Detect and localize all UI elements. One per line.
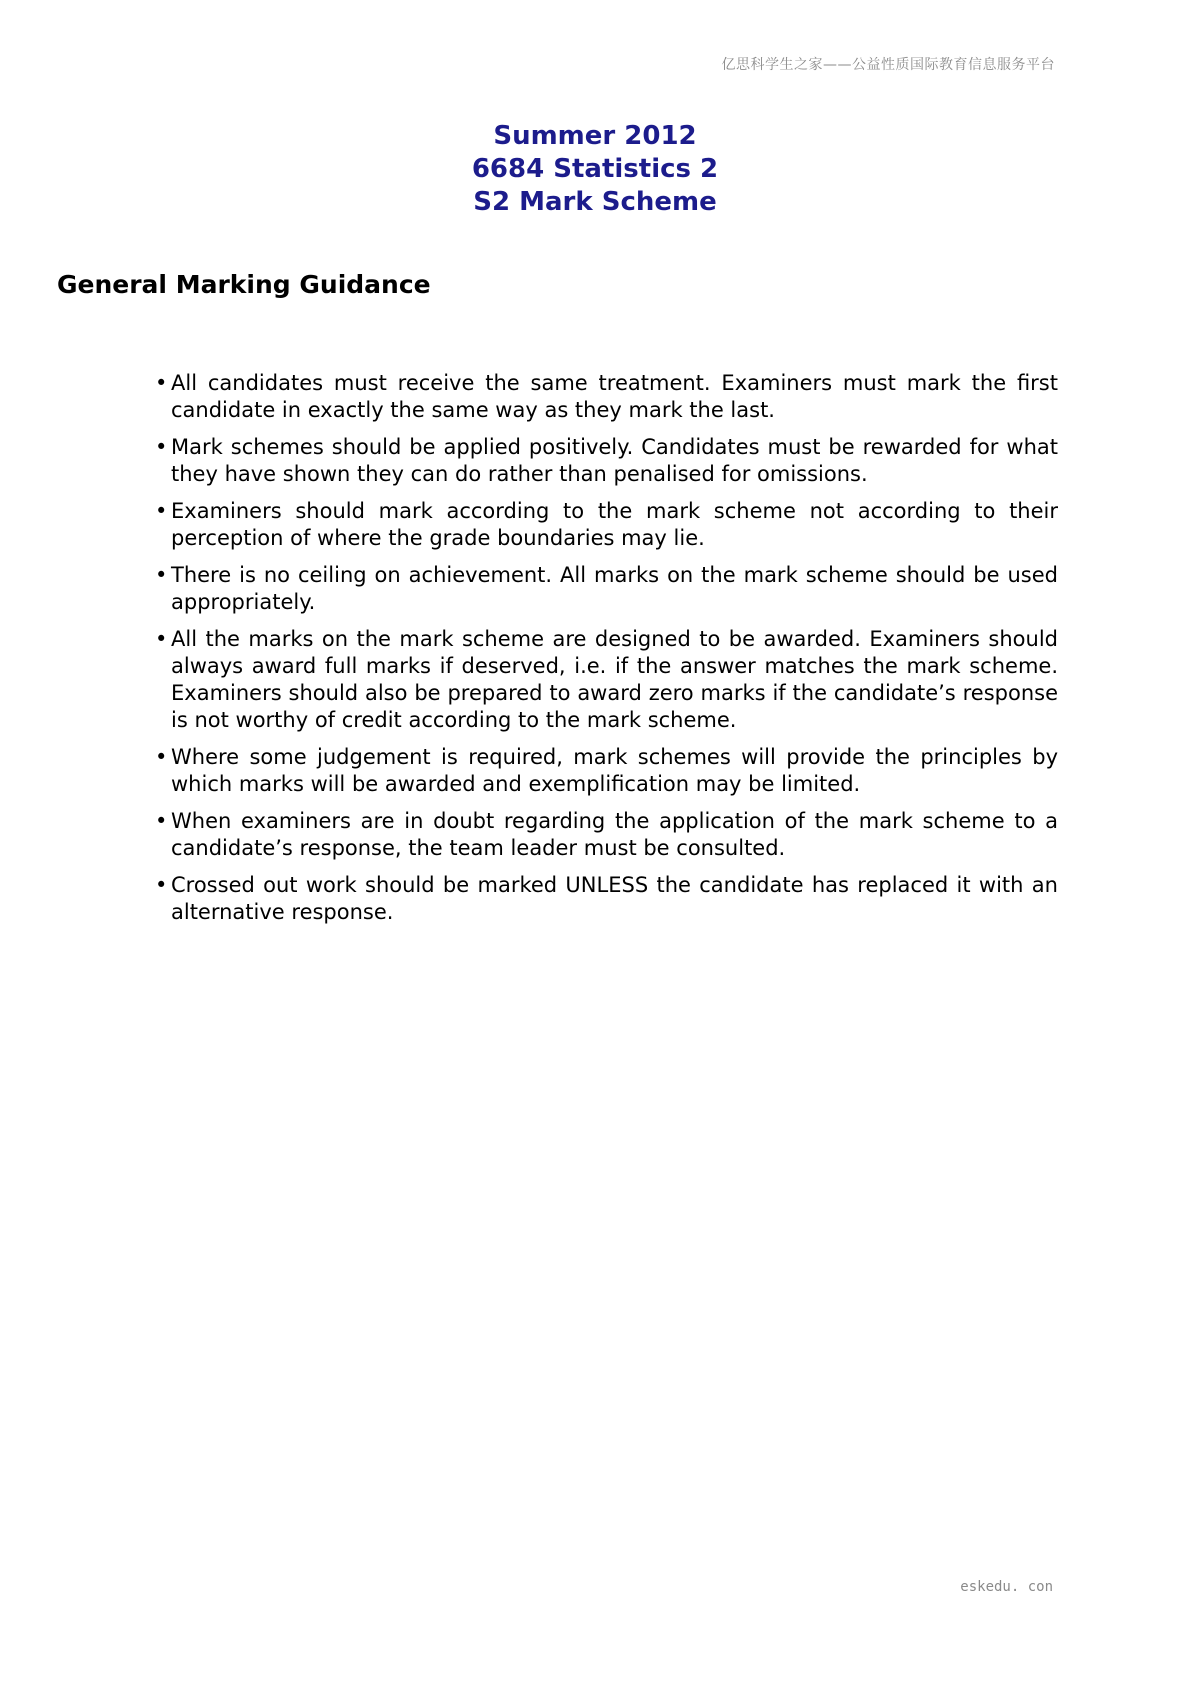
guidance-item-text: There is no ceiling on achievement. All marks on the mark scheme should be used appropriately. xyxy=(171,563,1058,614)
document-title xyxy=(0,120,1190,219)
guidance-item-text: Crossed out work should be marked UNLESS the candidate has replaced it with an alternative response. xyxy=(171,873,1058,924)
guidance-item-text: Examiners should mark according to the mark scheme not according to their perception of where the grade boundaries may lie. xyxy=(171,499,1058,550)
bullet-icon: • xyxy=(155,873,168,897)
bullet-icon: • xyxy=(155,809,168,833)
guidance-item xyxy=(155,370,1058,424)
footer-site-text: eskedu. con xyxy=(960,1579,1053,1595)
guidance-item xyxy=(155,434,1058,488)
bullet-icon: • xyxy=(155,435,168,459)
guidance-item-text: All candidates must receive the same treatment. Examiners must mark the first candidate in exactly the same way as they mark the last. xyxy=(171,371,1058,422)
guidance-item-text: Where some judgement is required, mark schemes will provide the principles by which marks will be awarded and exemplification may be limited. xyxy=(171,745,1058,796)
title-line-scheme: S2 Mark Scheme xyxy=(473,187,717,217)
guidance-item xyxy=(155,562,1058,616)
guidance-item xyxy=(155,626,1058,734)
guidance-item xyxy=(155,872,1058,926)
guidance-list xyxy=(155,370,1058,936)
bullet-icon: • xyxy=(155,499,168,523)
bullet-icon: • xyxy=(155,745,168,769)
bullet-icon: • xyxy=(155,627,168,651)
bullet-icon: • xyxy=(155,371,168,395)
title-line-paper: 6684 Statistics 2 xyxy=(471,154,719,184)
guidance-item-text: All the marks on the mark scheme are designed to be awarded. Examiners should always award full marks if deserved, i.e. if the answer matches the mark scheme. Examiners should also be prepared to award zero marks if the candidate’s response is not worthy of credit according to the mark scheme. xyxy=(171,627,1058,732)
guidance-item-text: Mark schemes should be applied positively. Candidates must be rewarded for what they have shown they can do rather than penalised for omissions. xyxy=(171,435,1058,486)
guidance-item-text: When examiners are in doubt regarding the application of the mark scheme to a candidate’s response, the team leader must be consulted. xyxy=(171,809,1058,860)
guidance-item xyxy=(155,498,1058,552)
guidance-item xyxy=(155,744,1058,798)
header-watermark-text: 亿思科学生之家——公益性质国际教育信息服务平台 xyxy=(721,57,1055,73)
guidance-item xyxy=(155,808,1058,862)
section-heading: General Marking Guidance xyxy=(57,270,431,299)
bullet-icon: • xyxy=(155,563,168,587)
title-line-session: Summer 2012 xyxy=(493,121,697,151)
